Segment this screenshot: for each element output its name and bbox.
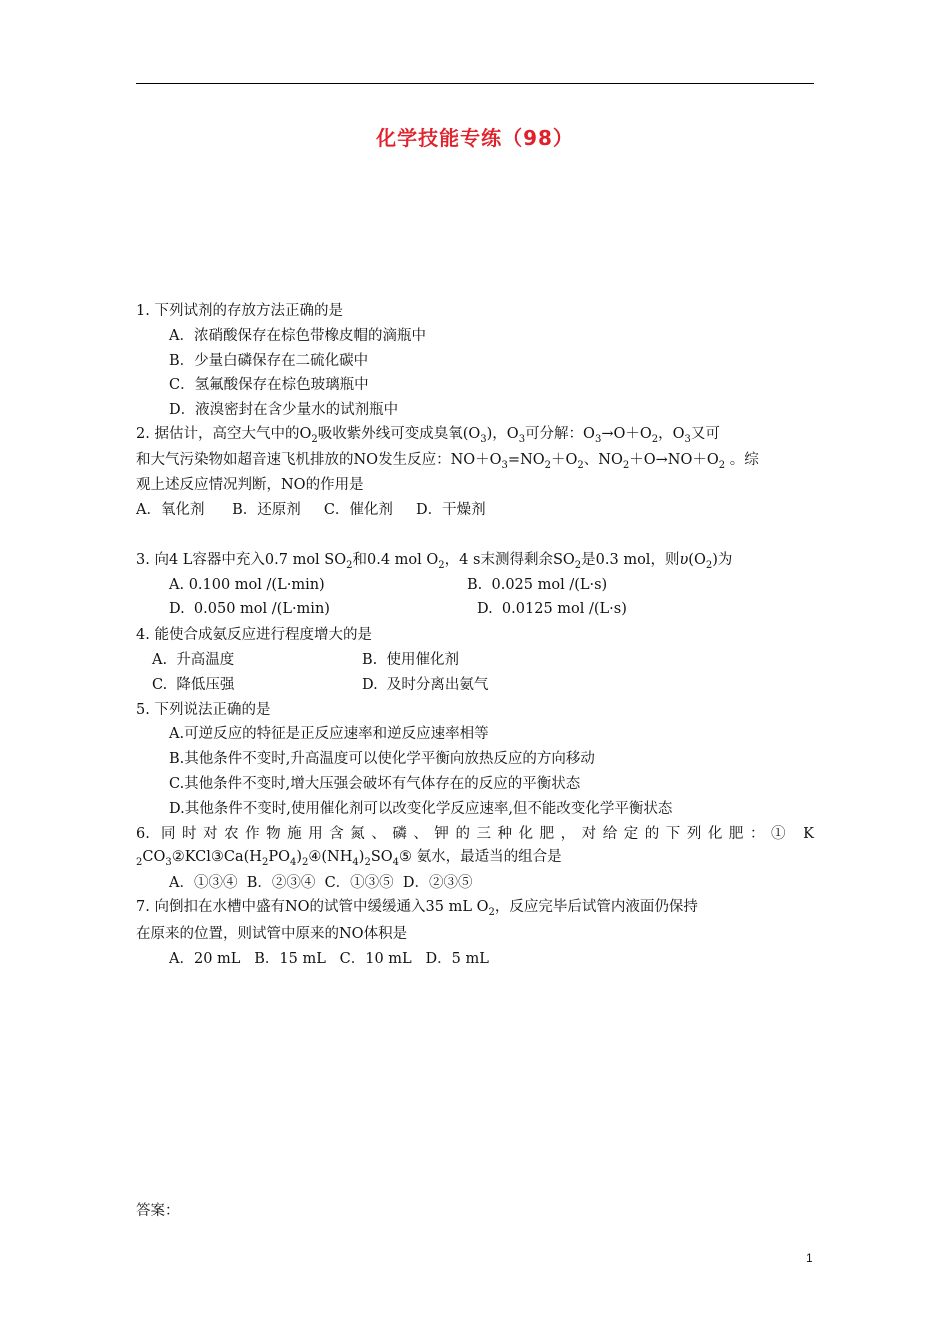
q1-option-b: B．少量白磷保存在二硫化碳中	[169, 353, 369, 369]
q4-option-b: B. 使用催化剂	[362, 652, 459, 668]
q1-option-c: C．氢氟酸保存在棕色玻璃瓶中	[169, 377, 369, 393]
q4-stem: 4. 能使合成氨反应进行程度增大的是	[136, 627, 372, 643]
q4-option-d: D. 及时分离出氨气	[362, 677, 489, 693]
q1-option-a: A．浓硝酸保存在棕色带橡皮帽的滴瓶中	[169, 328, 426, 344]
q2-options: A．氧化剂 B．还原剂 C．催化剂 D．干燥剂	[136, 502, 486, 518]
q6-stem-line1: 6. 同时对农作物施用含氮、磷、钾的三种化肥，对给定的下列化肥：① K	[136, 826, 814, 842]
header-rule	[136, 83, 814, 84]
q3-option-c: D. 0.050 mol /(L·min)	[169, 601, 330, 617]
q5-option-d: D.其他条件不变时,使用催化剂可以改变化学反应速率,但不能改变化学平衡状态	[169, 801, 673, 817]
q3-option-d: D. 0.0125 mol /(L·s)	[477, 601, 627, 617]
q2-stem-line3: 观上述反应情况判断，NO的作用是	[136, 477, 364, 493]
q7-options: A．20 mL B．15 mL C．10 mL D．5 mL	[169, 951, 489, 967]
q6-stem-line2: $_2CO_3②KCl③Ca(H_2PO_4)_2④(NH_4)_2SO_4⑤$ 氨水，最适当的组合是	[136, 849, 562, 868]
page-number: 1	[806, 1251, 813, 1265]
q1-option-d: D．液溴密封在含少量水的试剂瓶中	[169, 402, 399, 418]
q4-option-c: C. 降低压强	[152, 677, 235, 693]
q3-option-b: B. 0.025 mol /(L·s)	[467, 577, 608, 593]
q5-option-a: A.可逆反应的特征是正反应速率和逆反应速率相等	[169, 726, 489, 742]
q4-option-a: A. 升高温度	[152, 652, 235, 668]
q2-stem-line2: 和大气污染物如超音速飞机排放的NO发生反应：$NO+O_3=NO_2+O_2$、$NO_2+O\to NO+O_2$ 。综	[136, 452, 759, 471]
page-title: 化学技能专练（98）	[376, 126, 574, 150]
q2-stem-line1: 2. 据估计，高空大气中的$O_2$吸收紫外线可变成臭氧$(O_3)$，$O_3$可分解：$O_3\to O+O_2$，$O_3$又可	[136, 426, 720, 445]
q3-option-a: A. 0.100 mol /(L·min)	[169, 577, 325, 593]
q1-stem: 1. 下列试剂的存放方法正确的是	[136, 303, 343, 319]
q7-stem-line1: 7. 向倒扣在水槽中盛有NO的试管中缓缓通入35 mL $O_2$，反应完毕后试管内液面仍保持	[136, 899, 698, 918]
q5-option-b: B.其他条件不变时,升高温度可以使化学平衡向放热反应的方向移动	[169, 751, 595, 767]
q7-stem-line2: 在原来的位置，则试管中原来的NO体积是	[136, 926, 408, 942]
q6-options: A．①③④ B．②③④ C．①③⑤ D．②③⑤	[169, 875, 473, 891]
q5-stem: 5. 下列说法正确的是	[136, 702, 271, 718]
q3-stem: 3. 向4 L容器中充入0.7 mol $SO_2$和0.4 mol $O_2$，4 s末测得剩余$SO_2$是0.3 mol，则$\upsilon(O_2)$为	[136, 552, 733, 571]
q5-option-c: C.其他条件不变时,增大压强会破坏有气体存在的反应的平衡状态	[169, 776, 581, 792]
answer-label: 答案：	[136, 1203, 180, 1219]
